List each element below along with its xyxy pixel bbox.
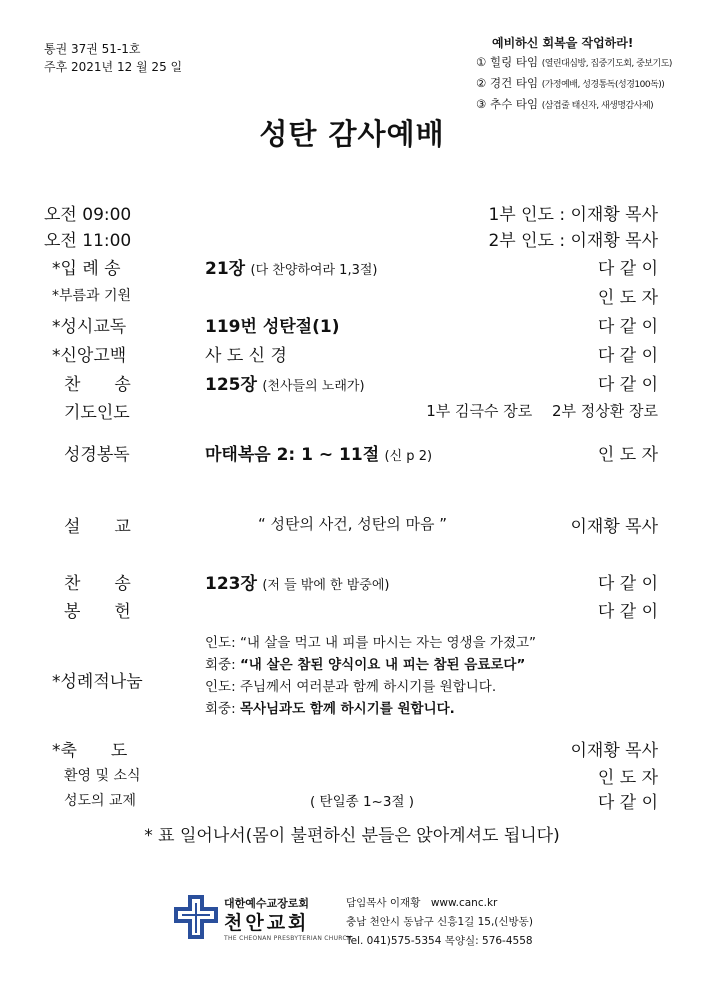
communion-text: 목사님과도 함께 하시기를 원합니다. bbox=[239, 701, 455, 717]
communion-line bbox=[205, 654, 536, 676]
order-right: 다 같 이 bbox=[597, 793, 658, 813]
order-mid bbox=[205, 370, 365, 395]
order-label: *입 례 송 bbox=[52, 259, 121, 279]
motto-item-label: ② 경건 타임 bbox=[476, 76, 539, 90]
order-mid bbox=[205, 440, 432, 465]
standing-note: * 표 일어나서(몸이 불편하신 분들은 앉아계셔도 됩니다) bbox=[144, 826, 560, 846]
order-right: 다 같 이 bbox=[597, 602, 658, 622]
communion-line bbox=[205, 632, 536, 654]
order-right: 2부 인도 : 이재황 목사 bbox=[488, 231, 658, 251]
motto-box bbox=[476, 34, 672, 116]
order-right: 다 같 이 bbox=[597, 346, 658, 366]
hymn-number: 123장 bbox=[205, 574, 257, 594]
responsive-reading: 119번 성탄절(1) bbox=[205, 317, 340, 337]
order-label: *축 도 bbox=[52, 741, 128, 761]
order-label: *성시교독 bbox=[52, 317, 127, 337]
order-right: 다 같 이 bbox=[597, 317, 658, 337]
issue-info bbox=[44, 40, 182, 76]
address: 충남 천안시 동남구 신흥1길 15,(신방동) bbox=[346, 916, 533, 928]
speaker: 회중: bbox=[205, 657, 236, 673]
scripture-reference: 마태복음 2: 1 ~ 11절 bbox=[205, 445, 380, 465]
motto-item-note: (가정예배, 성경통독(성경100독)) bbox=[541, 80, 665, 90]
motto-head: 예비하신 회복을 작업하라! bbox=[492, 36, 634, 50]
order-mid bbox=[205, 254, 378, 279]
motto-item bbox=[476, 74, 672, 95]
hymn-number: 21장 bbox=[205, 259, 246, 279]
order-label: 성경봉독 bbox=[64, 445, 130, 465]
speaker: 인도: bbox=[205, 635, 236, 651]
order-note: (저 들 밖에 한 밤중에) bbox=[262, 578, 390, 593]
church-contact bbox=[346, 894, 533, 951]
communion-text: “내 살은 참된 양식이요 내 피는 참된 음료로다” bbox=[239, 657, 526, 673]
order-right: 인 도 자 bbox=[597, 288, 658, 308]
order-right: 다 같 이 bbox=[597, 574, 658, 594]
order-note: (신 p 2) bbox=[384, 449, 433, 464]
speaker: 회중: bbox=[205, 701, 236, 717]
order-label: 찬 송 bbox=[64, 574, 131, 594]
order-right: 다 같 이 bbox=[597, 375, 658, 395]
order-mid: ( 탄일종 1~3절 ) bbox=[310, 794, 415, 810]
order-mid bbox=[205, 569, 389, 594]
order-right: 1부 김극수 장로 2부 정상환 장로 bbox=[426, 402, 658, 420]
order-right: 1부 인도 : 이재황 목사 bbox=[488, 205, 658, 225]
motto-item bbox=[476, 53, 672, 74]
order-mid bbox=[205, 312, 339, 337]
phone: Tel. 041)575-5354 목양실: 576-4558 bbox=[346, 935, 533, 947]
issue-volume: 통권 37권 51-1호 bbox=[44, 42, 141, 56]
order-right: 인 도 자 bbox=[597, 445, 658, 465]
order-label: 기도인도 bbox=[64, 403, 130, 423]
communion-text: “내 살을 먹고 내 피를 마시는 자는 영생을 가졌고” bbox=[239, 635, 537, 651]
order-label: 봉 헌 bbox=[64, 602, 131, 622]
issue-date: 주후 2021년 12 월 25 일 bbox=[44, 60, 183, 74]
hymn-number: 125장 bbox=[205, 375, 257, 395]
church-name-block bbox=[224, 895, 352, 942]
order-note: (다 찬양하여라 1,3절) bbox=[250, 263, 378, 278]
motto-item-note: (열린대심방, 집중기도회, 중보기도) bbox=[541, 59, 672, 69]
page-title: 성탄 감사예배 bbox=[259, 117, 445, 151]
motto-item-label: ① 힐링 타임 bbox=[476, 55, 539, 69]
order-right: 이재황 목사 bbox=[570, 741, 658, 761]
communion-line bbox=[205, 676, 536, 698]
order-label: *신앙고백 bbox=[52, 346, 127, 366]
order-mid: 사 도 신 경 bbox=[205, 346, 287, 366]
order-right: 이재황 목사 bbox=[570, 517, 658, 537]
order-right: 인 도 자 bbox=[597, 768, 658, 788]
order-label: *부름과 기원 bbox=[52, 288, 132, 304]
order-label: 오전 11:00 bbox=[44, 231, 132, 251]
order-label: 찬 송 bbox=[64, 375, 131, 395]
order-label: 성도의 교제 bbox=[64, 793, 137, 809]
communion-liturgy bbox=[205, 632, 536, 720]
denomination: 대한예수교장로회 bbox=[224, 897, 310, 910]
order-label: 설 교 bbox=[64, 517, 131, 537]
motto-item-note: (삼겹줄 태신자, 새생명감사제) bbox=[541, 101, 654, 111]
communion-text: 주님께서 여러분과 함께 하시기를 원합니다. bbox=[239, 679, 497, 695]
church-logo-icon bbox=[172, 893, 220, 941]
communion-line bbox=[205, 698, 536, 720]
order-label: 오전 09:00 bbox=[44, 205, 132, 225]
pastor-web: 담임목사 이재황 www.canc.kr bbox=[346, 897, 498, 909]
order-note: (천사들의 노래가) bbox=[262, 379, 365, 394]
speaker: 인도: bbox=[205, 679, 236, 695]
sermon-title: “ 성탄의 사건, 성탄의 마음 ” bbox=[258, 515, 448, 533]
order-label: 환영 및 소식 bbox=[64, 768, 141, 784]
church-name-en: THE CHEONAN PRESBYTERIAN CHURCH bbox=[224, 935, 352, 942]
order-label: *성례적나눔 bbox=[52, 672, 143, 692]
motto-item-label: ③ 추수 타임 bbox=[476, 97, 539, 111]
church-name: 천안교회 bbox=[224, 912, 310, 934]
order-right: 다 같 이 bbox=[597, 259, 658, 279]
